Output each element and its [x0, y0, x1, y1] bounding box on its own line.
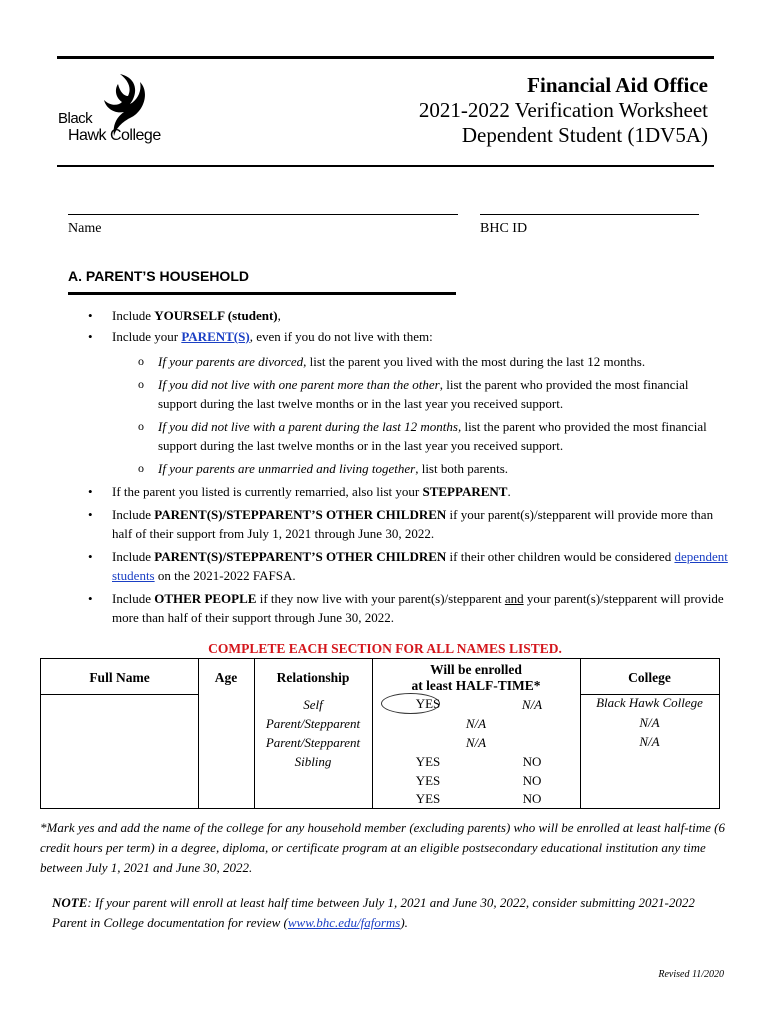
list-item: • Include your PARENT(S), even if you do not live with them: [88, 327, 728, 346]
relationship-cell: Parent/Stepparent [265, 716, 361, 731]
revised-date: Revised 11/2020 [658, 969, 724, 980]
worksheet-title: 2021-2022 Verification Worksheet [418, 98, 708, 122]
college-cell: N/A [639, 734, 660, 749]
col-full-name: Full Name [89, 670, 150, 685]
logo-text-hawk-college: Hawk College [68, 127, 161, 144]
sub-list-item: o If your parents are unmarried and living together, list both parents. [88, 459, 728, 478]
enrolled-no-cell: N/A [521, 697, 543, 712]
note-paragraph: NOTE: If your parent will enroll at least half time between July 1, 2021 and June 30, 2022, consider submitting 2021-2022 Parent in College documentation for review (www.bhc.edu/faforms). [52, 895, 695, 930]
name-field-line[interactable] [68, 214, 458, 215]
parents-link[interactable]: PARENT(S) [181, 329, 250, 344]
header-title-block [419, 73, 708, 148]
sub-list-item: o If you did not live with a parent during the last 12 months, list the parent who provided the most financial support during the last twelve months or in the last year you received support. [88, 417, 728, 455]
footnote: *Mark yes and add the name of the college for any household member (excluding parents) who will be enrolled at least half-time (6 credit hours per term) in a degree, diploma, or certificate program at an eligible postsecondary educational institution any time between July 1, 2021 and June 30, 2022. [40, 820, 726, 875]
enrolled-no-cell: NO [522, 773, 542, 788]
dependent-students-link[interactable]: dependent students [112, 549, 728, 583]
name-label: Name [68, 221, 102, 236]
instructions-list [88, 306, 728, 629]
relationship-cell: Self [303, 697, 323, 712]
enrolled-yes-cell: YES [415, 754, 441, 769]
header-rule [57, 165, 714, 167]
enrolled-yes-cell: YES [415, 791, 441, 806]
page-title: Financial Aid Office [527, 73, 708, 97]
sub-list-item: o If you did not live with one parent more than the other, list the parent who provided the most financial support during the last twelve months or in the last year you received support. [88, 375, 728, 413]
col-enrolled-line1: Will be enrolled [430, 662, 522, 677]
logo-text-black: Black [58, 110, 93, 127]
black-hawk-college-logo [58, 72, 173, 150]
bhcid-field-line[interactable] [480, 214, 699, 215]
enrolled-no-cell: NO [522, 791, 542, 806]
household-table [40, 658, 720, 809]
list-item: • Include PARENT(S)/STEPPARENT’S OTHER CHILDREN if your parent(s)/stepparent will provide more than half of their support from July 1, 2021 through June 30, 2022. [88, 505, 728, 543]
section-a-rule [68, 292, 456, 295]
relationship-cell: Sibling [294, 754, 332, 769]
list-item: • Include PARENT(S)/STEPPARENT’S OTHER CHILDREN if their other children would be considered dependent students on the 2021-2022 FAFSA. [88, 547, 728, 585]
table-instruction: COMPLETE EACH SECTION FOR ALL NAMES LISTED. [208, 641, 562, 656]
col-enrolled-line2: at least HALF-TIME* [411, 678, 541, 693]
list-item: • Include OTHER PEOPLE if they now live with your parent(s)/stepparent and your parent(s)/stepparent will provide more than half of their support through June 30, 2022. [88, 589, 728, 627]
enrolled-merged-cell: N/A [465, 735, 487, 750]
faforms-link[interactable]: www.bhc.edu/faforms [287, 915, 401, 930]
section-a-title: A. PARENT’S HOUSEHOLD [68, 268, 249, 284]
sub-list-item: o If your parents are divorced, list the parent you lived with the most during the last 12 months. [88, 352, 728, 371]
col-college: College [628, 670, 671, 685]
enrolled-yes-cell: YES [415, 696, 441, 711]
college-cell: N/A [639, 715, 660, 730]
top-border-rule [57, 56, 714, 59]
relationship-cell: Parent/Stepparent [265, 735, 361, 750]
list-item: • Include YOURSELF (student), [88, 306, 728, 325]
col-relationship: Relationship [276, 670, 350, 685]
bhcid-label: BHC ID [480, 221, 528, 236]
college-cell: Black Hawk College [596, 695, 703, 710]
enrolled-no-cell: NO [522, 754, 542, 769]
enrolled-merged-cell: N/A [465, 716, 487, 731]
worksheet-type: Dependent Student (1DV5A) [461, 123, 708, 147]
list-item: • If the parent you listed is currently remarried, also list your STEPPARENT. [88, 482, 728, 501]
header-underline [41, 694, 198, 695]
col-age: Age [214, 670, 238, 685]
enrolled-yes-cell: YES [415, 773, 441, 788]
